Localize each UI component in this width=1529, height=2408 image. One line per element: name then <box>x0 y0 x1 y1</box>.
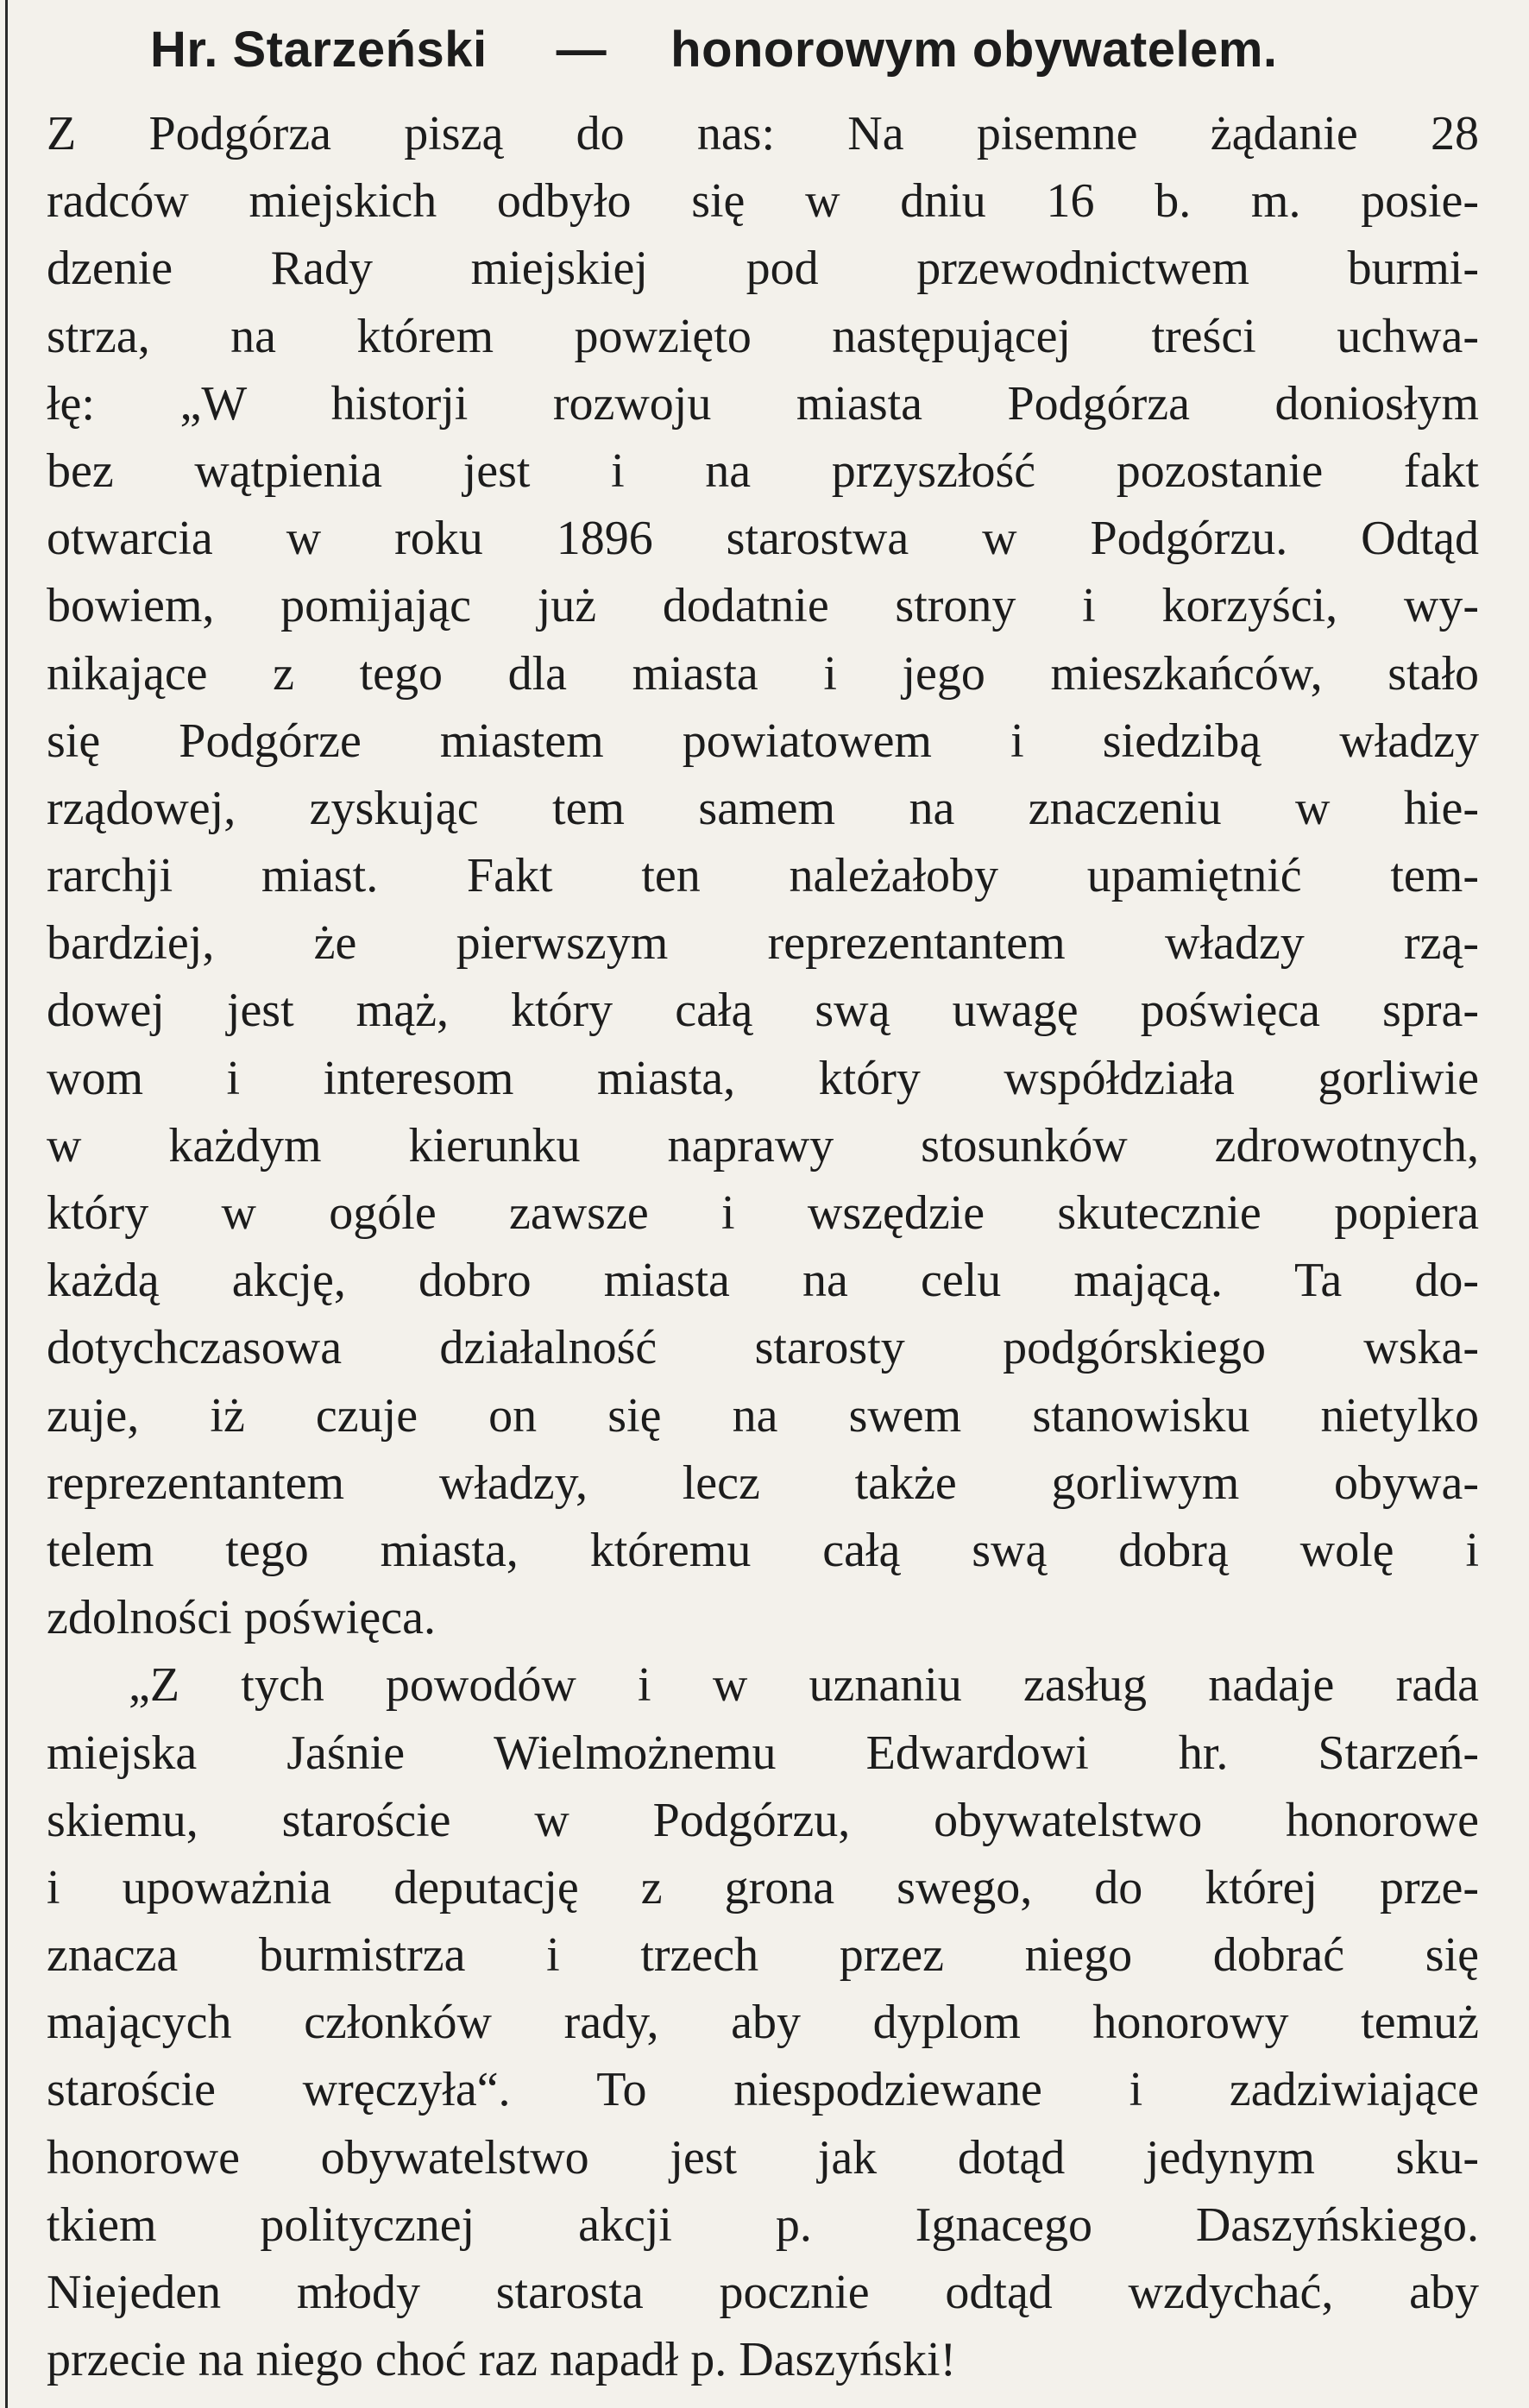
text-line: zdolności poświęca. <box>47 1591 436 1645</box>
text-line: reprezentantem władzy, lecz także gorliwym obywa- <box>47 1455 1479 1510</box>
article <box>47 0 1479 2393</box>
text-line: „Z tych powodów i w uznaniu zasług nadaje rada <box>129 1658 1479 1713</box>
text-line: radców miejskich odbyło się w dniu 16 b. m. posie- <box>47 174 1479 229</box>
headline-dash: — <box>556 22 607 78</box>
text-line: który w ogóle zawsze i wszędzie skutecznie popiera <box>47 1186 1479 1240</box>
text-line: znacza burmistrza i trzech przez niego dobrać się <box>47 1928 1479 1983</box>
column-rule <box>5 0 8 2408</box>
text-line: i upoważnia deputację z grona swego, do której prze- <box>47 1860 1479 1914</box>
text-line: dzenie Rady miejskiej pod przewodnictwem burmi- <box>47 242 1479 296</box>
text-line: otwarcia w roku 1896 starostwa w Podgórzu. Odtąd <box>47 512 1479 566</box>
text-line: przecie na niego choć raz napadł p. Daszyński! <box>47 2333 957 2387</box>
text-line: bardziej, że pierwszym reprezentantem władzy rzą- <box>47 916 1479 971</box>
text-line: skiemu, staroście w Podgórzu, obywatelstwo honorowe <box>47 1793 1479 1847</box>
text-line: Niejeden młody starosta pocznie odtąd wzdychać, aby <box>47 2266 1479 2319</box>
text-line: staroście wręczyła“. To niespodziewane i zadziwiające <box>47 2063 1479 2117</box>
text-line: miejska Jaśnie Wielmożnemu Edwardowi hr. Starzeń- <box>47 1726 1479 1780</box>
text-line: zuje, iż czuje on się na swem stanowisku nietylko <box>47 1388 1479 1443</box>
text-line: bez wątpienia jest i na przyszłość pozostanie fakt <box>47 443 1479 498</box>
text-line: bowiem, pomijając już dodatnie strony i korzyści, wy- <box>47 579 1479 633</box>
text-line: honorowe obywatelstwo jest jak dotąd jedynym sku- <box>47 2130 1479 2185</box>
headline-name: Hr. Starzeński <box>150 22 488 78</box>
headline <box>47 0 1479 100</box>
text-line: każdą akcję, dobro miasta na celu mającą. Ta do- <box>47 1254 1479 1308</box>
text-line: dowej jest mąż, który całą swą uwagę poświęca spra- <box>47 984 1479 1038</box>
text-line: łę: „W historji rozwoju miasta Podgórza doniosłym <box>47 376 1479 431</box>
text-line: wom i interesom miasta, który współdziała gorliwie <box>47 1051 1479 1105</box>
text-line: rządowej, zyskując tem samem na znaczeniu w hie- <box>47 781 1479 835</box>
text-line: się Podgórze miastem powiatowem i siedzibą władzy <box>47 714 1479 768</box>
paragraph-1 <box>47 100 1479 1651</box>
text-line: mających członków rady, aby dyplom honorowy temuż <box>47 1996 1479 2050</box>
text-line: w każdym kierunku naprawy stosunków zdrowotnych, <box>47 1118 1479 1173</box>
text-line: telem tego miasta, któremu całą swą dobrą wolę i <box>47 1523 1479 1577</box>
headline-tail: honorowym obywatelem. <box>670 22 1278 78</box>
paragraph-2 <box>47 1651 1479 2393</box>
text-line: Z Podgórza piszą do nas: Na pisemne żądanie 28 <box>47 107 1479 160</box>
text-line: dotychczasowa działalność starosty podgórskiego wska- <box>47 1321 1479 1375</box>
text-line: tkiem politycznej akcji p. Ignacego Daszyńskiego. <box>47 2197 1479 2252</box>
text-line: rarchji miast. Fakt ten należałoby upamiętnić tem- <box>47 849 1479 903</box>
text-line: strza, na którem powzięto następującej treści uchwa- <box>47 309 1479 363</box>
text-line: nikające z tego dla miasta i jego mieszkańców, stało <box>47 646 1479 701</box>
